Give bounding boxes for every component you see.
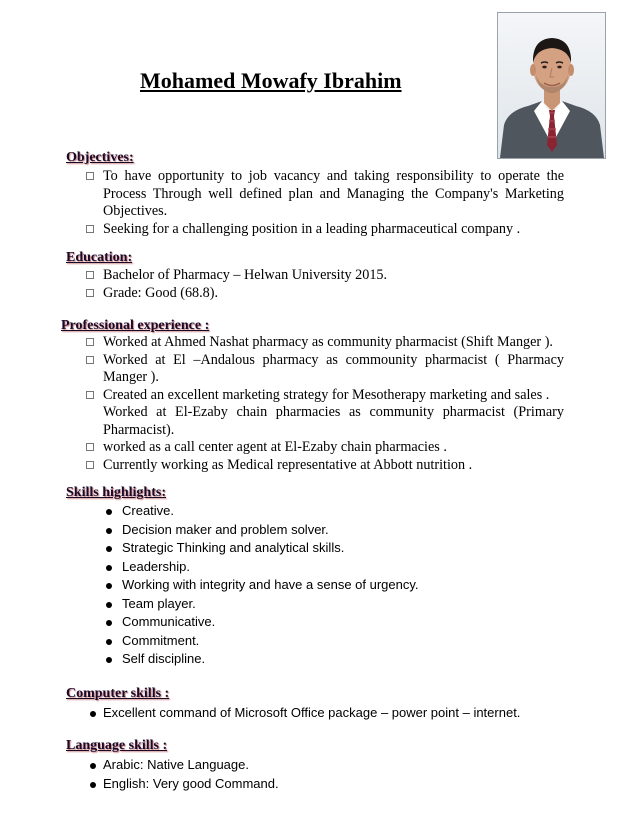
bullet-icon [106,602,112,608]
bullet-icon [106,657,112,663]
checkbox-bullet-icon [86,461,94,469]
list-item: Team player. [106,595,419,614]
list-item: worked as a call center agent at El-Ezaby chain pharmacies . [86,439,564,457]
skills-heading: Skills highlights: [66,485,166,500]
experience-list [86,334,564,474]
bullet-icon [106,583,112,589]
checkbox-bullet-icon [86,338,94,346]
bullet-icon [106,528,112,534]
list-item: Decision maker and problem solver. [106,521,419,540]
objectives-list [86,168,564,238]
checkbox-bullet-icon [86,289,94,297]
bullet-icon [106,509,112,515]
list-item: English: Very good Command. [90,775,279,794]
checkbox-bullet-icon [86,172,94,180]
education-list [86,267,564,302]
profile-photo [497,12,606,159]
list-item: Currently working as Medical representative at Abbott nutrition . [86,457,564,475]
objectives-heading: Objectives: [66,150,134,165]
checkbox-bullet-icon [86,225,94,233]
bullet-icon [90,782,96,788]
list-item: Bachelor of Pharmacy – Helwan University 2015. [86,267,564,285]
skills-list [106,502,419,669]
education-heading: Education: [66,250,133,265]
bullet-icon [106,565,112,571]
list-item: Self discipline. [106,650,419,669]
candidate-name: Mohamed Mowafy Ibrahim [140,68,402,93]
list-item: Strategic Thinking and analytical skills. [106,539,419,558]
experience-heading: Professional experience : [61,318,210,333]
bullet-icon [106,546,112,552]
list-item: Commitment. [106,632,419,651]
list-item: Arabic: Native Language. [90,756,279,775]
checkbox-bullet-icon [86,443,94,451]
list-item: To have opportunity to job vacancy and taking responsibility to operate the Process Through well defined plan and Managing the Company's Marketing Objectives. [86,168,564,221]
checkbox-bullet-icon [86,271,94,279]
language-skills-list [90,756,279,793]
portrait-photo-icon [498,13,605,158]
list-item: Communicative. [106,613,419,632]
computer-skills-list [90,704,520,723]
bullet-icon [90,711,96,717]
computer-skills-heading: Computer skills : [66,686,170,701]
list-item: Worked at El-Ezaby chain pharmacies as community pharmacist (Primary Pharmacist). [103,404,564,438]
list-item: Working with integrity and have a sense of urgency. [106,576,419,595]
list-item: Creative. [106,502,419,521]
bullet-icon [90,763,96,769]
list-item: Leadership. [106,558,419,577]
list-item: Grade: Good (68.8). [86,285,564,303]
list-item: Worked at El –Andalous pharmacy as commounity pharmacist ( Pharmacy Manger ). [86,352,564,387]
language-skills-heading: Language skills : [66,738,168,753]
checkbox-bullet-icon [86,356,94,364]
list-item: Worked at Ahmed Nashat pharmacy as community pharmacist (Shift Manger ). [86,334,564,352]
list-item: Excellent command of Microsoft Office package – power point – internet. [90,704,520,723]
bullet-icon [106,620,112,626]
list-item: Seeking for a challenging position in a leading pharmaceutical company . [86,221,564,239]
bullet-icon [106,639,112,645]
checkbox-bullet-icon [86,391,94,399]
list-item: Created an excellent marketing strategy for Mesotherapy marketing and sales . [86,387,564,405]
